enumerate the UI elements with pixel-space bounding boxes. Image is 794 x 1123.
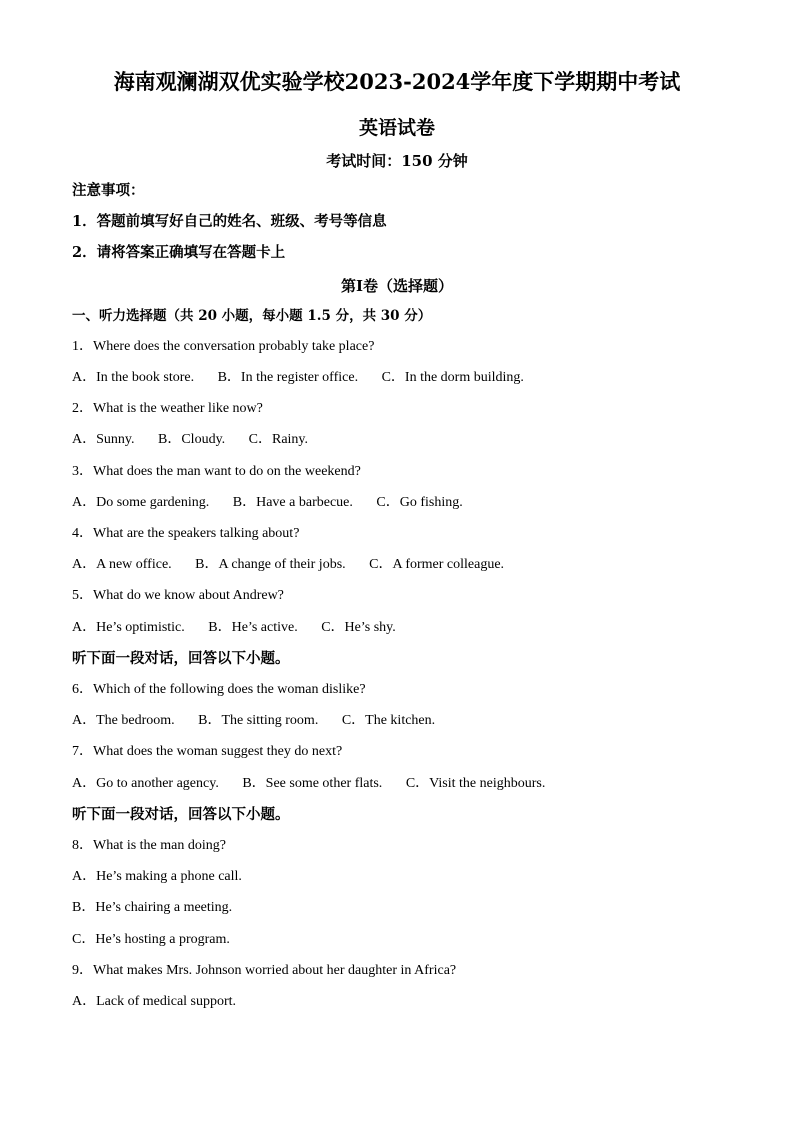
question-9: 9．What makes Mrs. Johnson worried about her daughter in Africa? xyxy=(72,963,457,978)
question-8-option-c: C．He’s hosting a program. xyxy=(72,932,230,947)
option-a: A．Do some gardening. xyxy=(72,495,210,510)
question-7: 7．What does the woman suggest they do next? xyxy=(72,744,343,759)
part-title: 第Ⅰ卷（选择题） xyxy=(340,277,454,295)
question-3-options xyxy=(72,494,463,512)
listening-instruction-2: 听下面一段对话，回答以下小题。 xyxy=(72,806,290,823)
option-c: C．Go fishing. xyxy=(376,495,463,510)
option-c: C．The kitchen. xyxy=(341,713,436,728)
option-a: A．He’s optimistic. xyxy=(72,620,185,635)
option-b: B．In the register office. xyxy=(217,370,359,385)
option-c: C．In the dorm building. xyxy=(381,370,524,385)
option-a: A．The bedroom. xyxy=(72,713,175,728)
option-c: C．He’s shy. xyxy=(321,620,396,635)
option-b: B．Cloudy. xyxy=(158,432,226,447)
question-6-options xyxy=(72,712,435,730)
question-2-options xyxy=(72,431,308,449)
section-heading: 一、听力选择题（共 20 小题，每小题 1.5 分，共 30 分） xyxy=(72,308,432,324)
question-4-options xyxy=(72,556,504,574)
option-c: C．A former colleague. xyxy=(369,557,505,572)
notes-heading: 注意事项： xyxy=(72,182,145,199)
question-8-option-b: B．He’s chairing a meeting. xyxy=(72,900,233,915)
question-4: 4．What are the speakers talking about? xyxy=(72,526,300,541)
question-1: 1．Where does the conversation probably take place? xyxy=(72,339,375,354)
option-a: A．Sunny. xyxy=(72,432,135,447)
question-5-options xyxy=(72,619,396,637)
question-5: 5．What do we know about Andrew? xyxy=(72,588,284,603)
exam-time: 考试时间：150 分钟 xyxy=(326,152,468,170)
option-b: B．He’s active. xyxy=(208,620,298,635)
option-b: B．The sitting room. xyxy=(198,713,319,728)
school-title: 海南观澜湖双优实验学校2023-2024学年度下学期期中考试 xyxy=(113,69,681,94)
question-8: 8．What is the man doing? xyxy=(72,838,226,853)
option-b: B．Have a barbecue. xyxy=(232,495,353,510)
question-3: 3．What does the man want to do on the weekend? xyxy=(72,464,361,479)
subject-title: 英语试卷 xyxy=(358,117,435,139)
note-item-2: 2．请将答案正确填写在答题卡上 xyxy=(72,244,286,261)
question-6: 6．Which of the following does the woman dislike? xyxy=(72,682,366,697)
option-a: A．A new office. xyxy=(72,557,172,572)
note-item-1: 1．答题前填写好自己的姓名、班级、考号等信息 xyxy=(72,213,387,230)
option-b: B．See some other flats. xyxy=(242,776,383,791)
question-1-options xyxy=(72,369,524,387)
option-c: C．Rainy. xyxy=(248,432,309,447)
option-a: A．In the book store. xyxy=(72,370,195,385)
question-9-option-a: A．Lack of medical support. xyxy=(72,994,237,1009)
option-b: B．A change of their jobs. xyxy=(195,557,346,572)
option-a: A．Go to another agency. xyxy=(72,776,219,791)
question-7-options xyxy=(72,775,545,793)
option-c: C．Visit the neighbours. xyxy=(405,776,546,791)
question-2: 2．What is the weather like now? xyxy=(72,401,263,416)
listening-instruction-1: 听下面一段对话，回答以下小题。 xyxy=(72,650,290,667)
question-8-option-a: A．He’s making a phone call. xyxy=(72,869,242,884)
